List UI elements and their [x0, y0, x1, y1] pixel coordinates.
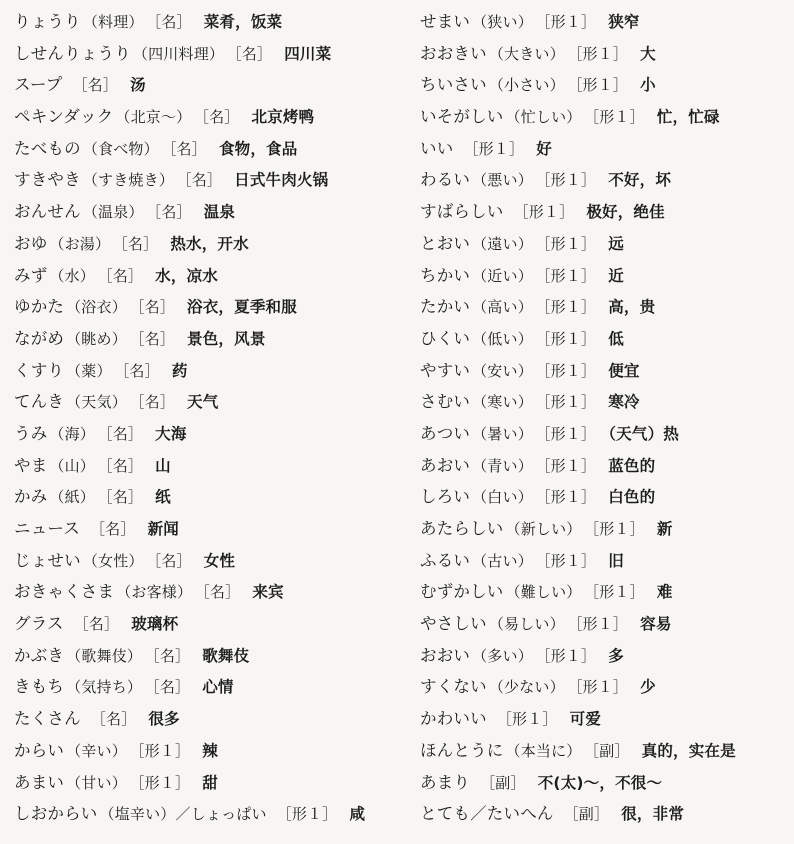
vocab-part-of-speech: ［形１］ [513, 203, 575, 222]
vocab-entry [420, 767, 790, 799]
vocab-entry [14, 545, 402, 577]
vocab-reading: ふるい [420, 550, 471, 570]
vocab-reading: やすい [420, 360, 471, 380]
vocab-meaning: （天气）热 [608, 424, 679, 443]
vocab-meaning: 忙，忙碌 [656, 108, 720, 127]
vocab-entry [14, 513, 402, 545]
vocab-entry [14, 355, 402, 387]
vocab-part-of-speech: ［形１］ [463, 139, 525, 158]
vocab-entry [14, 260, 402, 292]
vocab-entry [14, 767, 402, 799]
vocab-reading: やさしい [420, 614, 487, 634]
vocab-reading: かぶき [14, 645, 65, 665]
vocab-meaning: 心情 [202, 678, 234, 697]
vocab-entry [14, 640, 402, 672]
vocab-part-of-speech: ［名］ [105, 456, 144, 475]
vocab-meaning: 新 [656, 520, 673, 538]
vocab-part-of-speech: ［形１］ [542, 266, 597, 285]
vocab-kanji: （塩辛い）／しょっぱい [99, 805, 267, 824]
vocab-part-of-speech: ［名］ [234, 44, 273, 63]
vocab-entry [420, 355, 790, 387]
vocab-part-of-speech: ［形１］ [542, 171, 597, 190]
vocab-kanji: （易しい） [488, 615, 565, 634]
vocab-part-of-speech: ［名］ [90, 710, 137, 729]
vocab-kanji: （大きい） [488, 44, 565, 63]
vocab-meaning: 低 [608, 329, 624, 348]
vocab-part-of-speech: ［形１］ [136, 773, 191, 792]
vocab-entry [420, 69, 790, 101]
vocab-meaning: 高，贵 [608, 298, 656, 317]
vocab-part-of-speech: ［形１］ [542, 13, 597, 31]
vocab-entry [420, 545, 790, 577]
vocab-part-of-speech: ［名］ [153, 13, 192, 31]
vocab-part-of-speech: ［名］ [153, 203, 192, 222]
vocab-meaning: 山 [155, 456, 171, 475]
vocab-reading: たべもの [14, 138, 81, 158]
vocab-kanji: （四川料理） [132, 44, 225, 63]
vocab-kanji: （気持ち） [66, 678, 143, 697]
vocab-reading: すばらしい [420, 202, 504, 222]
vocab-reading: あつい [420, 423, 471, 443]
vocab-kanji: （少ない） [488, 678, 565, 697]
vocab-part-of-speech: ［名］ [184, 171, 223, 190]
vocab-entry [14, 323, 402, 355]
vocab-reading: しろい [420, 487, 471, 507]
vocab-reading: たくさん [14, 709, 81, 729]
vocab-meaning: 甜 [202, 773, 218, 792]
vocab-kanji: （悪い） [472, 171, 533, 190]
vocab-part-of-speech: ［名］ [153, 551, 192, 570]
vocab-reading: くすり [14, 360, 65, 380]
vocab-part-of-speech: ［名］ [72, 76, 119, 95]
vocab-part-of-speech: ［名］ [105, 488, 144, 507]
vocab-meaning: 远 [608, 234, 624, 253]
vocab-meaning: 不好，坏 [608, 171, 672, 190]
vocab-entry [420, 196, 790, 228]
vocab-reading: うみ [14, 423, 48, 443]
vocab-part-of-speech: ［名］ [121, 361, 160, 380]
vocab-kanji: （女性） [82, 551, 144, 570]
vocab-kanji: （小さい） [488, 76, 565, 95]
vocab-part-of-speech: ［形１］ [542, 298, 597, 317]
vocab-part-of-speech: ［形１］ [542, 646, 597, 665]
vocab-kanji: （暑い） [472, 424, 533, 443]
vocab-reading: しせんりょうり [14, 43, 131, 63]
vocab-part-of-speech: ［形１］ [542, 329, 597, 348]
vocab-entry [14, 196, 402, 228]
vocab-reading: グラス [14, 614, 64, 634]
vocab-kanji: （近い） [472, 266, 533, 285]
vocab-entry [420, 798, 790, 830]
vocab-part-of-speech: ［副］ [591, 741, 630, 760]
vocab-part-of-speech: ［名］ [73, 615, 120, 634]
vocab-part-of-speech: ［名］ [105, 266, 144, 285]
vocab-entry [420, 671, 790, 703]
vocab-meaning: 来宾 [252, 583, 284, 602]
vocab-reading: ほんとうに [420, 740, 504, 760]
vocab-meaning: 蓝色的 [608, 456, 656, 475]
vocab-part-of-speech: ［形１］ [542, 234, 597, 253]
vocab-entry [14, 69, 402, 101]
vocab-part-of-speech: ［名］ [152, 678, 191, 697]
vocabulary-list-right [420, 6, 790, 830]
vocab-meaning: 白色的 [608, 488, 656, 507]
vocab-entry [14, 735, 402, 767]
vocab-reading: じょせい [14, 550, 81, 570]
vocab-part-of-speech: ［形１］ [542, 551, 597, 570]
vocab-kanji: （甘い） [66, 773, 127, 792]
vocab-part-of-speech: ［名］ [89, 520, 136, 538]
vocab-reading: おんせん [14, 202, 81, 222]
vocab-meaning: 菜肴，饭菜 [203, 13, 283, 31]
vocab-entry [420, 481, 790, 513]
vocab-kanji: （温泉） [82, 203, 144, 222]
vocab-entry [420, 323, 790, 355]
vocab-reading: おきゃくさま [14, 582, 115, 602]
vocab-entry [420, 228, 790, 260]
vocab-meaning: 极好，绝佳 [586, 203, 665, 222]
vocab-entry [420, 703, 790, 735]
vocab-part-of-speech: ［名］ [120, 234, 159, 253]
vocab-meaning: 旧 [608, 551, 624, 570]
vocab-entry [420, 513, 790, 545]
vocab-kanji: （紙） [49, 488, 96, 507]
vocab-reading: おおい [420, 645, 471, 665]
vocab-reading: からい [14, 740, 65, 760]
vocab-kanji: （遠い） [472, 234, 533, 253]
vocab-meaning: 歌舞伎 [202, 646, 250, 665]
vocab-part-of-speech: ［名］ [152, 646, 191, 665]
vocab-part-of-speech: ［形１］ [542, 456, 597, 475]
vocab-part-of-speech: ［形１］ [574, 44, 629, 63]
vocab-meaning: 大海 [155, 424, 187, 443]
vocab-entry [14, 6, 402, 38]
vocab-reading: しおからい [14, 804, 98, 824]
vocab-meaning: 多 [608, 646, 624, 665]
vocab-entry [420, 450, 790, 482]
vocab-kanji: （歌舞伎） [66, 646, 143, 665]
vocab-reading: かわいい [420, 709, 487, 729]
vocab-kanji: （古い） [472, 551, 533, 570]
vocab-kanji: （辛い） [66, 741, 127, 760]
vocab-meaning: 天气 [187, 393, 219, 412]
vocab-part-of-speech: ［副］ [480, 773, 526, 792]
vocab-reading: あおい [420, 455, 471, 475]
vocab-reading: すきやき [14, 170, 81, 190]
vocab-part-of-speech: ［形１］ [276, 805, 338, 824]
vocab-meaning: 少 [640, 678, 656, 697]
vocab-kanji: （眺め） [66, 329, 127, 348]
vocab-entry [14, 608, 402, 640]
vocab-reading: かみ [14, 487, 48, 507]
vocab-meaning: 不(太)～，不很～ [537, 773, 663, 792]
vocab-meaning: 纸 [155, 488, 171, 507]
vocab-meaning: 景色，风景 [187, 329, 266, 348]
vocab-part-of-speech: ［形１］ [542, 488, 597, 507]
vocab-entry [14, 481, 402, 513]
vocab-meaning: 水，凉水 [155, 266, 218, 285]
vocab-meaning: 玻璃杯 [131, 615, 179, 634]
vocab-kanji: （寒い） [472, 393, 533, 412]
vocab-kanji: （水） [49, 266, 96, 285]
vocab-kanji: （山） [49, 456, 96, 475]
vocab-kanji: （青い） [472, 456, 533, 475]
vocab-meaning: 小 [640, 76, 656, 95]
vocab-kanji: （白い） [472, 488, 533, 507]
vocab-entry [14, 418, 402, 450]
vocab-entry [420, 38, 790, 70]
vocab-kanji: （天気） [66, 393, 127, 412]
vocab-kanji: （忙しい） [505, 108, 582, 127]
vocab-part-of-speech: ［副］ [563, 805, 610, 824]
vocab-entry [420, 386, 790, 418]
vocab-meaning: 很，非常 [621, 805, 685, 824]
vocab-meaning: 容易 [640, 615, 672, 634]
vocab-reading: わるい [420, 170, 471, 190]
vocab-entry [420, 6, 790, 38]
vocab-reading: ながめ [14, 328, 65, 348]
vocab-kanji: （低い） [472, 329, 533, 348]
vocab-entry [14, 101, 402, 133]
vocab-kanji: （多い） [472, 646, 533, 665]
vocab-meaning: 北京烤鸭 [251, 108, 315, 127]
vocab-entry [420, 640, 790, 672]
vocab-kanji: （食べ物） [82, 139, 159, 158]
vocab-reading: ちかい [420, 265, 471, 285]
vocab-meaning: 辣 [202, 741, 218, 760]
vocab-entry [14, 291, 402, 323]
vocab-entry [420, 608, 790, 640]
vocab-meaning: 难 [656, 583, 673, 602]
vocab-part-of-speech: ［名］ [202, 583, 241, 602]
vocab-meaning: 药 [171, 361, 188, 380]
vocab-reading: おおきい [420, 43, 487, 63]
vocab-part-of-speech: ［形１］ [542, 393, 597, 412]
vocab-reading: さむい [420, 392, 471, 412]
vocab-reading: あまい [14, 772, 65, 792]
vocab-reading: とても／たいへん [420, 804, 554, 824]
vocab-part-of-speech: ［形１］ [542, 424, 597, 443]
vocab-reading: ペキンダック [14, 107, 114, 127]
vocab-meaning: 便宜 [608, 361, 640, 380]
vocab-entry [420, 260, 790, 292]
vocab-meaning: 热水，开水 [170, 234, 249, 253]
vocabulary-list-left [14, 6, 402, 830]
vocab-reading: とおい [420, 233, 471, 253]
vocab-part-of-speech: ［形１］ [591, 583, 645, 602]
vocab-part-of-speech: ［形１］ [591, 108, 645, 127]
vocab-kanji: （薬） [66, 361, 112, 380]
vocab-meaning: 寒冷 [608, 393, 640, 412]
vocab-reading: ゆかた [14, 297, 65, 317]
vocab-meaning: 大 [640, 44, 656, 63]
vocab-reading: せまい [420, 12, 471, 31]
vocab-meaning: 食物，食品 [218, 139, 298, 158]
vocab-part-of-speech: ［形１］ [591, 520, 645, 538]
vocab-entry [14, 576, 402, 608]
vocab-part-of-speech: ［形１］ [136, 741, 191, 760]
vocab-meaning: 真的，实在是 [641, 741, 736, 760]
vocab-reading: すくない [420, 677, 487, 697]
vocab-meaning: 日式牛肉火锅 [234, 171, 329, 190]
vocab-kanji: （安い） [472, 361, 533, 380]
vocab-entry [14, 671, 402, 703]
vocab-kanji: （高い） [472, 298, 533, 317]
vocab-entry [14, 38, 402, 70]
vocab-reading: てんき [14, 392, 65, 412]
vocab-part-of-speech: ［名］ [201, 108, 240, 127]
vocab-entry [14, 703, 402, 735]
vocab-entry [14, 133, 402, 165]
vocab-reading: おゆ [14, 233, 48, 253]
vocab-entry [420, 735, 790, 767]
vocab-kanji: （料理） [82, 13, 144, 31]
vocab-meaning: 温泉 [203, 203, 236, 222]
vocab-kanji: （海） [49, 424, 96, 443]
vocab-kanji: （本当に） [505, 741, 582, 760]
vocab-meaning: 咸 [349, 805, 366, 824]
vocab-meaning: 很多 [148, 710, 180, 729]
vocab-reading: いそがしい [420, 107, 504, 127]
vocab-reading: スープ [14, 75, 63, 95]
vocab-meaning: 新闻 [147, 520, 179, 538]
vocab-kanji: （すき焼き） [82, 171, 175, 190]
vocab-entry [420, 164, 790, 196]
vocab-kanji: （浴衣） [66, 298, 127, 317]
vocab-reading: やま [14, 455, 48, 475]
vocab-reading: ひくい [420, 328, 471, 348]
vocab-entry [14, 450, 402, 482]
vocab-part-of-speech: ［名］ [168, 139, 207, 158]
vocab-part-of-speech: ［形１］ [542, 361, 597, 380]
vocab-kanji: （お客様） [116, 583, 193, 602]
vocab-reading: たかい [420, 297, 471, 317]
vocab-reading: きもち [14, 677, 65, 697]
vocab-part-of-speech: ［形１］ [574, 678, 629, 697]
vocab-reading: ニュース [14, 519, 80, 538]
vocab-meaning: 近 [608, 266, 624, 285]
vocab-kanji: （新しい） [505, 520, 582, 538]
vocab-part-of-speech: ［形１］ [574, 76, 629, 95]
vocab-reading: いい [420, 138, 454, 158]
vocab-reading: みず [14, 265, 48, 285]
vocab-reading: あたらしい [420, 519, 504, 538]
vocab-entry [420, 133, 790, 165]
vocab-entry [420, 291, 790, 323]
vocab-reading: むずかしい [420, 582, 504, 602]
vocab-part-of-speech: ［名］ [105, 424, 144, 443]
vocab-meaning: 狭窄 [608, 13, 640, 31]
vocab-meaning: 女性 [203, 551, 236, 570]
vocab-meaning: 浴衣，夏季和服 [187, 298, 297, 317]
vocab-meaning: 四川菜 [284, 44, 332, 63]
vocab-entry [14, 164, 402, 196]
vocab-entry [14, 798, 402, 830]
vocab-part-of-speech: ［名］ [136, 329, 176, 348]
vocab-part-of-speech: ［名］ [136, 298, 176, 317]
vocab-reading: りょうり [14, 12, 81, 31]
vocab-entry [420, 418, 790, 450]
vocab-part-of-speech: ［形１］ [496, 710, 558, 729]
vocab-entry [14, 228, 402, 260]
vocab-meaning: 可爱 [569, 710, 602, 729]
vocab-part-of-speech: ［形１］ [574, 615, 629, 634]
vocab-kanji: （お湯） [49, 234, 111, 253]
vocab-entry [14, 386, 402, 418]
vocab-kanji: （狭い） [472, 13, 533, 31]
vocab-entry [420, 101, 790, 133]
vocab-kanji: （難しい） [505, 583, 582, 602]
vocab-meaning: 汤 [130, 76, 146, 95]
vocab-entry [420, 576, 790, 608]
vocab-reading: あまり [420, 772, 471, 792]
vocab-meaning: 好 [536, 139, 552, 158]
vocab-kanji: （北京～） [115, 108, 192, 127]
vocab-part-of-speech: ［名］ [136, 393, 176, 412]
vocab-reading: ちいさい [420, 75, 487, 95]
